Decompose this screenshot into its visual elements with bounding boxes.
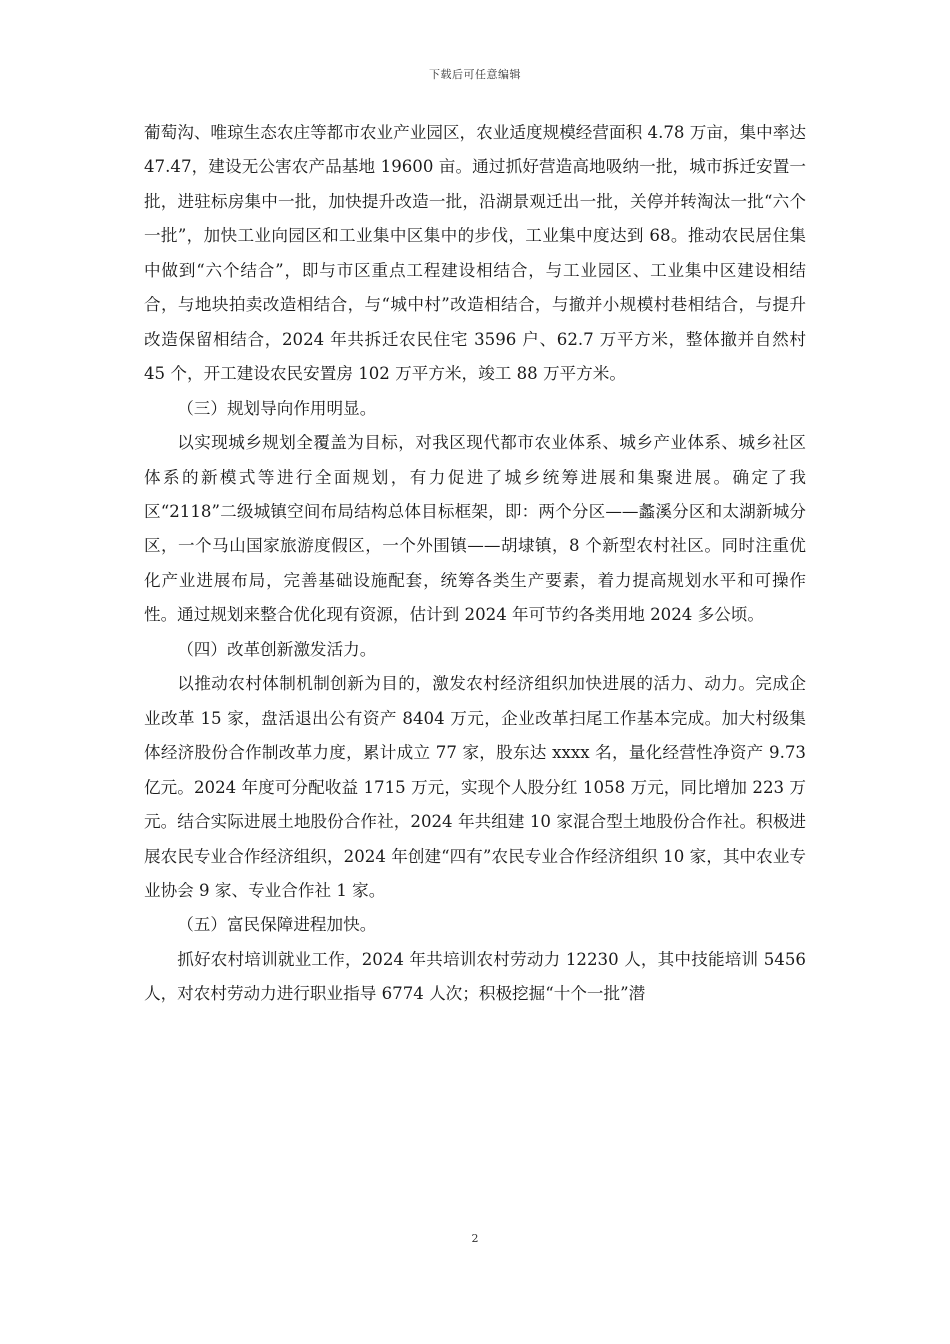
section-heading-5: （五）富民保障进程加快。 [177,915,377,935]
paragraph: 以推动农村体制机制创新为目的，激发农村经济组织加快进展的活力、动力。完成企业改革 15 家，盘活退出公有资产 8404 万元，企业改革扫尾工作基本完成。加大村级集体经济股份合作制改革力度，累计成立 77 家，股东达 xxxx 名，量化经营性净资产 9.73 亿元。2024 年度可分配收益 1715 万元，实现个人股分红 1058 万元，同比增加 223 万元。结合实际进展土地股份合作社，2024 年共组建 10 家混合型土地股份合作社。积极进展农民专业合作经济组织，2024 年创建“四有”农民专业合作经济组织 10 家，其中农业专业协会 9 家、专业合作社 1 家。 [144,674,806,900]
page-header: 下载后可任意编辑 [429,68,521,81]
document-body [144,116,806,1012]
page-number: 2 [471,1232,479,1245]
section-heading-3: （三）规划导向作用明显。 [177,398,377,418]
paragraph: 以实现城乡规划全覆盖为目标，对我区现代都市农业体系、城乡产业体系、城乡社区体系的新模式等进行全面规划，有力促进了城乡统筹进展和集聚进展。确定了我区“2118”二级城镇空间布局结构总体目标框架，即：两个分区——蠡溪分区和太湖新城分区，一个马山国家旅游度假区，一个外围镇——胡埭镇，8 个新型农村社区。同时注重优化产业进展布局，完善基础设施配套，统筹各类生产要素，着力提高规划水平和可操作性。通过规划来整合优化现有资源，估计到 2024 年可节约各类用地 2024 多公顷。 [144,433,806,625]
section-heading-4: （四）改革创新激发活力。 [177,639,377,659]
paragraph: 抓好农村培训就业工作，2024 年共培训农村劳动力 12230 人，其中技能培训 5456 人，对农村劳动力进行职业指导 6774 人次；积极挖掘“十个一批”潜 [144,949,806,1004]
paragraph-continued: 葡萄沟、唯琼生态农庄等都市农业产业园区，农业适度规模经营面积 4.78 万亩，集中率达 47.47，建设无公害农产品基地 19600 亩。通过抓好营造高地吸纳一批，城市拆迁安置一批，进驻标房集中一批，加快提升改造一批，沿湖景观迁出一批，关停并转淘汰一批“六个一批”，加快工业向园区和工业集中区集中的步伐，工业集中度达到 68。推动农民居住集中做到“六个结合”，即与市区重点工程建设相结合，与工业园区、工业集中区建设相结合，与地块拍卖改造相结合，与“城中村”改造相结合，与撤并小规模村巷相结合，与提升改造保留相结合，2024 年共拆迁农民住宅 3596 户、62.7 万平方米，整体撤并自然村 45 个，开工建设农民安置房 102 万平方米，竣工 88 万平方米。 [144,123,806,384]
